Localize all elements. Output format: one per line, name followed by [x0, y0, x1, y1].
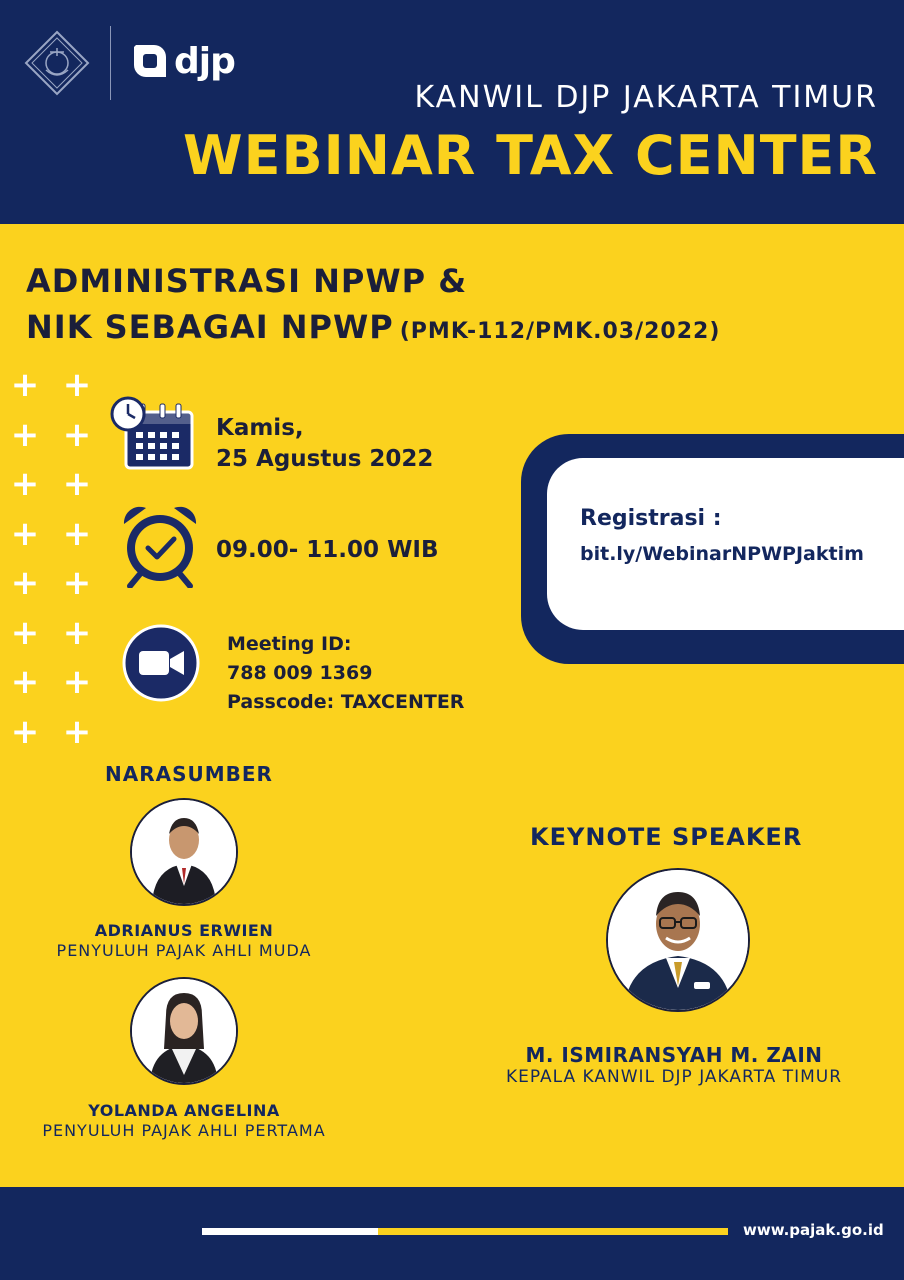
speaker-photo-adrianus [130, 798, 238, 906]
alarm-clock-icon [118, 502, 202, 588]
djp-logo-icon [130, 41, 170, 81]
event-date-value: 25 Agustus 2022 [216, 446, 434, 472]
header-subtitle: KANWIL DJP JAKARTA TIMUR [414, 80, 878, 115]
meeting-passcode: Passcode: TAXCENTER [227, 691, 465, 713]
plus-icon: + [10, 612, 40, 653]
plus-icon: + [10, 711, 40, 752]
person-avatar-icon [132, 979, 236, 1083]
plus-icon: + [62, 414, 92, 455]
speaker-role-yolanda: PENYULUH PAJAK AHLI PERTAMA [42, 1121, 326, 1140]
regulation-reference: (PMK-112/PMK.03/2022) [399, 319, 721, 344]
speaker-name-yolanda: YOLANDA ANGELINA [88, 1101, 280, 1120]
registration-link[interactable]: bit.ly/WebinarNPWPJaktim [580, 543, 864, 565]
person-avatar-icon [132, 800, 236, 904]
plus-icon: + [62, 711, 92, 752]
person-avatar-icon [608, 870, 748, 1010]
keynote-name: M. ISMIRANSYAH M. ZAIN [525, 1043, 823, 1067]
event-day: Kamis, [216, 415, 304, 441]
plus-icon: + [10, 365, 40, 405]
djp-logo [130, 38, 235, 84]
plus-icon: + [62, 563, 92, 603]
plus-icon: + [10, 563, 40, 603]
plus-icon: + [10, 662, 40, 702]
keynote-label: KEYNOTE SPEAKER [530, 823, 803, 851]
speaker-name-adrianus: ADRIANUS ERWIEN [94, 921, 274, 940]
topic-line-2 [26, 308, 720, 346]
plus-icon: + [10, 464, 40, 504]
event-time: 09.00- 11.00 WIB [216, 537, 439, 563]
calendar-clock-icon [110, 396, 196, 472]
speaker-photo-yolanda [130, 977, 238, 1085]
plus-icon: + [10, 414, 40, 455]
topic-line-2-text: NIK SEBAGAI NPWP [26, 308, 394, 346]
djp-logo-text: djp [174, 40, 235, 82]
footer-website-link[interactable]: www.pajak.go.id [743, 1221, 884, 1239]
meeting-details [227, 630, 464, 717]
keynote-photo [606, 868, 750, 1012]
narasumber-label: NARASUMBER [105, 762, 273, 786]
plus-icon: + [62, 464, 92, 504]
plus-icon: + [62, 612, 92, 653]
meeting-id-label: Meeting ID: [227, 633, 352, 655]
footer-stripe-yellow [378, 1228, 728, 1235]
plus-icon: + [62, 365, 92, 405]
plus-icon: + [62, 513, 92, 554]
registration-label: Registrasi : [580, 506, 722, 531]
footer-stripe-white [202, 1228, 378, 1235]
speaker-role-adrianus: PENYULUH PAJAK AHLI MUDA [56, 941, 312, 960]
plus-icon: + [62, 662, 92, 702]
topic-line-1: ADMINISTRASI NPWP & [26, 262, 468, 300]
video-camera-icon [122, 624, 200, 702]
meeting-id-value: 788 009 1369 [227, 662, 373, 684]
plus-icon: + [10, 513, 40, 554]
keynote-role: KEPALA KANWIL DJP JAKARTA TIMUR [505, 1067, 843, 1087]
event-date [216, 413, 433, 475]
plus-decoration [10, 365, 114, 764]
ministry-emblem-icon [24, 30, 90, 96]
header-divider [110, 26, 111, 100]
page-title: WEBINAR TAX CENTER [183, 124, 878, 187]
